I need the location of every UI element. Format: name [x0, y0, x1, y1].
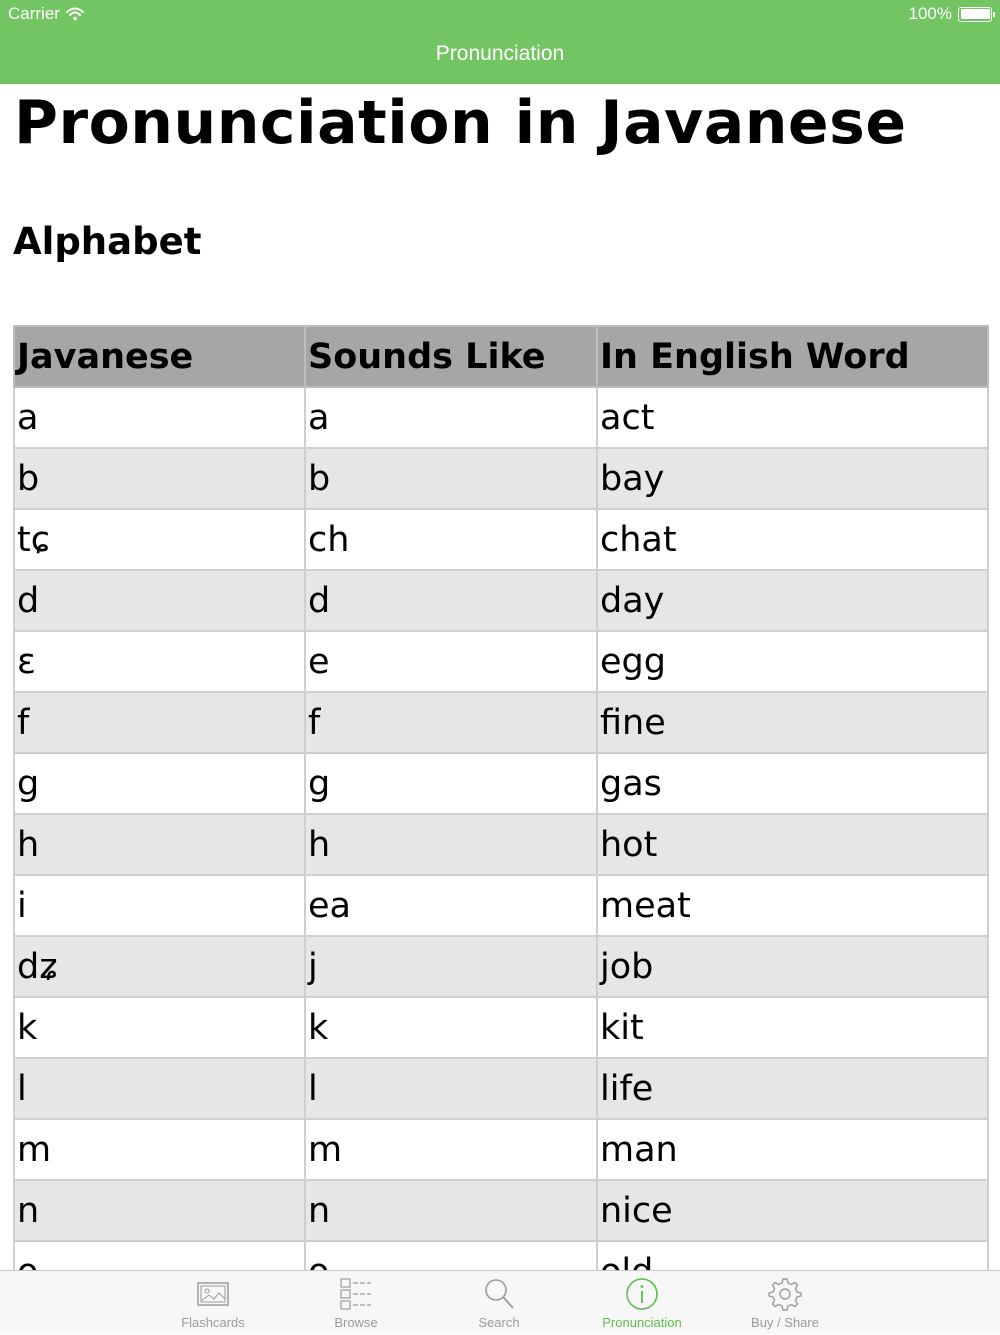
battery-icon — [958, 7, 992, 22]
content-area[interactable] — [0, 84, 1000, 1270]
cell-javanese: d — [14, 570, 305, 631]
cell-english-word: fine — [597, 692, 988, 753]
cell-english-word: day — [597, 570, 988, 631]
cell-javanese: tɕ — [14, 509, 305, 570]
header-english-word: In English Word — [597, 326, 988, 387]
cell-javanese: f — [14, 692, 305, 753]
cell-english-word: life — [597, 1058, 988, 1119]
table-row — [14, 753, 988, 814]
table-row — [14, 509, 988, 570]
tab-bar — [0, 1270, 1000, 1334]
list-icon — [339, 1277, 373, 1311]
status-carrier — [8, 4, 84, 24]
table-row — [14, 1180, 988, 1241]
cell-english-word: man — [597, 1119, 988, 1180]
cell-sounds-like: m — [305, 1119, 597, 1180]
header-javanese: Javanese — [14, 326, 305, 387]
table-row — [14, 875, 988, 936]
wifi-icon — [66, 7, 84, 21]
tab-label: Flashcards — [181, 1315, 245, 1330]
cell-sounds-like: j — [305, 936, 597, 997]
table-row — [14, 936, 988, 997]
tab-label: Search — [478, 1315, 520, 1330]
cell-sounds-like: f — [305, 692, 597, 753]
table-row — [14, 692, 988, 753]
cell-sounds-like: b — [305, 448, 597, 509]
tab-browse[interactable] — [286, 1271, 426, 1335]
cell-javanese: i — [14, 875, 305, 936]
cell-sounds-like: ea — [305, 875, 597, 936]
cell-javanese: b — [14, 448, 305, 509]
tab-pronunciation[interactable] — [572, 1271, 712, 1335]
tab-label: Pronunciation — [602, 1315, 682, 1330]
cell-sounds-like: e — [305, 631, 597, 692]
cell-javanese: dʑ — [14, 936, 305, 997]
header-sounds-like: Sounds Like — [305, 326, 597, 387]
cell-english-word: gas — [597, 753, 988, 814]
cell-english-word: act — [597, 387, 988, 448]
table-row — [14, 814, 988, 875]
cell-sounds-like: n — [305, 1180, 597, 1241]
gear-icon — [768, 1277, 802, 1311]
cell-javanese: ɛ — [14, 631, 305, 692]
cell-english-word: egg — [597, 631, 988, 692]
cell-english-word: meat — [597, 875, 988, 936]
cell-english-word: bay — [597, 448, 988, 509]
cell-sounds-like: g — [305, 753, 597, 814]
table-row — [14, 1058, 988, 1119]
table-row — [14, 997, 988, 1058]
cell-english-word: nice — [597, 1180, 988, 1241]
image-icon — [196, 1277, 230, 1311]
cell-javanese: m — [14, 1119, 305, 1180]
tab-flashcards[interactable] — [143, 1271, 283, 1335]
table-row — [14, 448, 988, 509]
tab-label: Buy / Share — [751, 1315, 819, 1330]
cell-sounds-like: k — [305, 997, 597, 1058]
top-bar — [0, 0, 1000, 84]
cell-javanese: k — [14, 997, 305, 1058]
table-row — [14, 570, 988, 631]
cell-javanese: n — [14, 1180, 305, 1241]
status-battery — [909, 4, 992, 24]
cell-javanese: l — [14, 1058, 305, 1119]
cell-english-word: chat — [597, 509, 988, 570]
search-icon — [482, 1277, 516, 1311]
cell-javanese: g — [14, 753, 305, 814]
cell-english-word: job — [597, 936, 988, 997]
tab-label: Browse — [334, 1315, 378, 1330]
cell-javanese: h — [14, 814, 305, 875]
tab-search[interactable] — [429, 1271, 569, 1335]
table-row — [14, 1119, 988, 1180]
pronunciation-table — [13, 325, 989, 1303]
battery-percent: 100% — [908, 4, 952, 23]
cell-sounds-like: a — [305, 387, 597, 448]
cell-sounds-like: ch — [305, 509, 597, 570]
table-row — [14, 631, 988, 692]
cell-javanese: a — [14, 387, 305, 448]
cell-english-word: kit — [597, 997, 988, 1058]
table-header-row — [14, 326, 988, 387]
info-icon — [625, 1277, 659, 1311]
page-title: Pronunciation in Javanese — [14, 88, 907, 158]
nav-title: Pronunciation — [435, 42, 565, 65]
cell-sounds-like: l — [305, 1058, 597, 1119]
cell-english-word: hot — [597, 814, 988, 875]
section-title: Alphabet — [13, 220, 202, 263]
table-row — [14, 387, 988, 448]
carrier-label: Carrier — [8, 4, 60, 23]
cell-sounds-like: h — [305, 814, 597, 875]
cell-sounds-like: d — [305, 570, 597, 631]
tab-buy-share[interactable] — [715, 1271, 855, 1335]
